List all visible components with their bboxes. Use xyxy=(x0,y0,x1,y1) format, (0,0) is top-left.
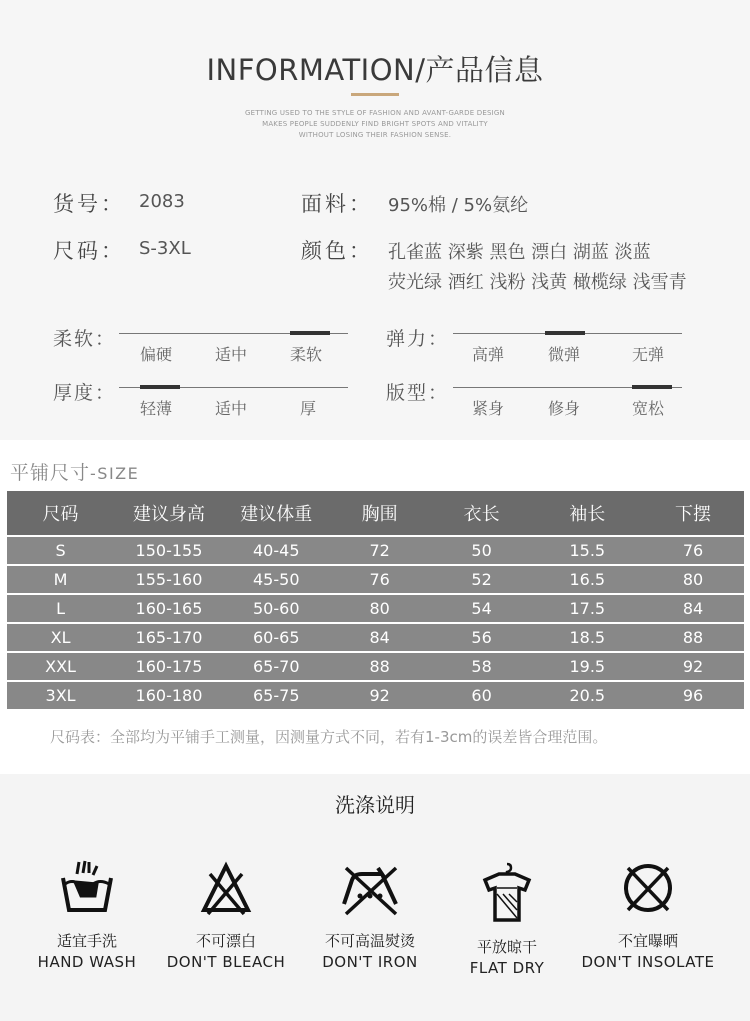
size-section-title xyxy=(10,458,139,485)
care-item-hand-wash xyxy=(12,860,162,971)
scale-selected-marker xyxy=(290,331,330,335)
hand-wash-icon xyxy=(57,860,117,918)
table-cell: 58 xyxy=(431,653,533,680)
table-cell: 3XL xyxy=(7,682,114,709)
care-title: 洗涤说明 xyxy=(335,793,415,817)
scale-option: 紧身 xyxy=(472,399,505,418)
care-item-no-iron xyxy=(295,860,445,971)
scale-selected-marker xyxy=(632,385,672,389)
table-cell: 65-70 xyxy=(224,653,329,680)
care-item-flat-dry xyxy=(432,860,582,977)
scale-option: 厚 xyxy=(300,399,317,418)
table-row xyxy=(7,682,744,709)
scale-option: 无弹 xyxy=(632,345,665,364)
table-cell: 76 xyxy=(329,566,431,593)
fabric-value: 95%棉 / 5%氨纶 xyxy=(388,195,529,216)
table-cell: 16.5 xyxy=(533,566,642,593)
column-header: 尺码 xyxy=(7,491,114,535)
care-cn-label: 不可高温熨烫 xyxy=(324,932,415,950)
table-cell: 96 xyxy=(642,682,744,709)
column-header: 下摆 xyxy=(642,491,744,535)
subtitle-line: MAKES PEOPLE SUDDENLY FIND BRIGHT SPOTS AND VITALITY xyxy=(262,120,488,128)
table-cell: 54 xyxy=(431,595,533,622)
page-title: INFORMATION/产品信息 xyxy=(206,53,544,87)
table-cell: 18.5 xyxy=(533,624,642,651)
table-cell: 88 xyxy=(329,653,431,680)
no-bleach-icon xyxy=(196,860,256,918)
table-cell: 17.5 xyxy=(533,595,642,622)
care-en-label: DON'T BLEACH xyxy=(166,953,286,971)
page-subtitle xyxy=(0,108,750,141)
table-cell: 165-170 xyxy=(114,624,224,651)
table-cell: 56 xyxy=(431,624,533,651)
no-iron-icon xyxy=(338,860,402,918)
table-cell: 40-45 xyxy=(224,537,329,564)
care-cn-label: 平放晾干 xyxy=(476,938,537,956)
table-cell: 52 xyxy=(431,566,533,593)
column-header: 衣长 xyxy=(431,491,533,535)
care-en-label: FLAT DRY xyxy=(469,959,545,977)
table-row xyxy=(7,624,744,651)
care-item-no-bleach xyxy=(151,860,301,971)
care-cn-label: 不可漂白 xyxy=(195,932,256,950)
table-cell: 80 xyxy=(329,595,431,622)
column-header: 建议体重 xyxy=(224,491,329,535)
subtitle-line: GETTING USED TO THE STYLE OF FASHION AND AVANT-GARDE DESIGN xyxy=(245,109,505,117)
table-cell: 19.5 xyxy=(533,653,642,680)
table-cell: 92 xyxy=(642,653,744,680)
table-cell: 60 xyxy=(431,682,533,709)
size-label: 尺码： xyxy=(53,239,125,263)
column-header: 建议身高 xyxy=(114,491,224,535)
table-header-row xyxy=(7,491,744,535)
table-cell: 160-165 xyxy=(114,595,224,622)
size-table xyxy=(7,489,744,711)
title-accent-bar xyxy=(351,93,399,96)
table-cell: 60-65 xyxy=(224,624,329,651)
colors-line-2: 荧光绿 酒红 浅粉 浅黄 橄榄绿 浅雪青 xyxy=(388,272,687,293)
care-item-no-sun xyxy=(573,860,723,971)
size-value: S-3XL xyxy=(139,238,191,259)
scale-option: 适中 xyxy=(215,399,248,418)
table-cell: 50-60 xyxy=(224,595,329,622)
scale-label: 柔软： xyxy=(53,328,117,350)
scale-label: 厚度： xyxy=(53,382,117,404)
table-row xyxy=(7,595,744,622)
table-cell: L xyxy=(7,595,114,622)
table-cell: 65-75 xyxy=(224,682,329,709)
column-header: 胸围 xyxy=(329,491,431,535)
scale-selected-marker xyxy=(545,331,585,335)
scale-label: 版型： xyxy=(386,382,450,404)
table-cell: 84 xyxy=(642,595,744,622)
scale-option: 修身 xyxy=(548,399,581,418)
table-cell: XL xyxy=(7,624,114,651)
table-cell: 80 xyxy=(642,566,744,593)
table-cell: 72 xyxy=(329,537,431,564)
care-en-label: DON'T IRON xyxy=(322,953,418,971)
table-cell: 160-175 xyxy=(114,653,224,680)
care-en-label: HAND WASH xyxy=(37,953,137,971)
table-cell: M xyxy=(7,566,114,593)
table-cell: 20.5 xyxy=(533,682,642,709)
scale-option: 轻薄 xyxy=(140,399,173,418)
table-row xyxy=(7,537,744,564)
no-sun-icon xyxy=(618,860,678,918)
care-cn-label: 不宜曝晒 xyxy=(617,932,678,950)
table-cell: 88 xyxy=(642,624,744,651)
scale-option: 偏硬 xyxy=(140,345,173,364)
color-label: 颜色： xyxy=(301,239,373,263)
table-cell: S xyxy=(7,537,114,564)
scale-option: 微弹 xyxy=(548,345,581,364)
scale-selected-marker xyxy=(140,385,180,389)
table-cell: 155-160 xyxy=(114,566,224,593)
size-title-cn: 平铺尺寸 xyxy=(10,462,91,484)
scale-option: 适中 xyxy=(215,345,248,364)
scale-option: 宽松 xyxy=(632,399,665,418)
fabric-label: 面料： xyxy=(301,192,373,216)
table-cell: 15.5 xyxy=(533,537,642,564)
table-cell: 45-50 xyxy=(224,566,329,593)
table-cell: 84 xyxy=(329,624,431,651)
table-cell: XXL xyxy=(7,653,114,680)
size-note: 尺码表：全部均为平铺手工测量，因测量方式不同，若有1-3cm的误差皆合理范围。 xyxy=(50,728,608,746)
table-cell: 160-180 xyxy=(114,682,224,709)
table-row xyxy=(7,566,744,593)
item-no-value: 2083 xyxy=(139,191,185,212)
scale-option: 柔软 xyxy=(290,345,323,364)
table-cell: 50 xyxy=(431,537,533,564)
item-no-label: 货号： xyxy=(53,192,125,216)
scale-label: 弹力： xyxy=(386,328,450,350)
table-cell: 150-155 xyxy=(114,537,224,564)
subtitle-line: WITHOUT LOSING THEIR FASHION SENSE. xyxy=(298,131,452,139)
column-header: 袖长 xyxy=(533,491,642,535)
care-cn-label: 适宜手洗 xyxy=(56,932,117,950)
care-en-label: DON'T INSOLATE xyxy=(581,953,715,971)
table-cell: 76 xyxy=(642,537,744,564)
table-cell: 92 xyxy=(329,682,431,709)
colors-line-1: 孔雀蓝 深紫 黑色 漂白 湖蓝 淡蓝 xyxy=(388,242,651,263)
table-row xyxy=(7,653,744,680)
scale-option: 高弹 xyxy=(472,345,505,364)
size-title-en: -SIZE xyxy=(90,464,140,483)
flat-dry-icon xyxy=(475,860,539,924)
